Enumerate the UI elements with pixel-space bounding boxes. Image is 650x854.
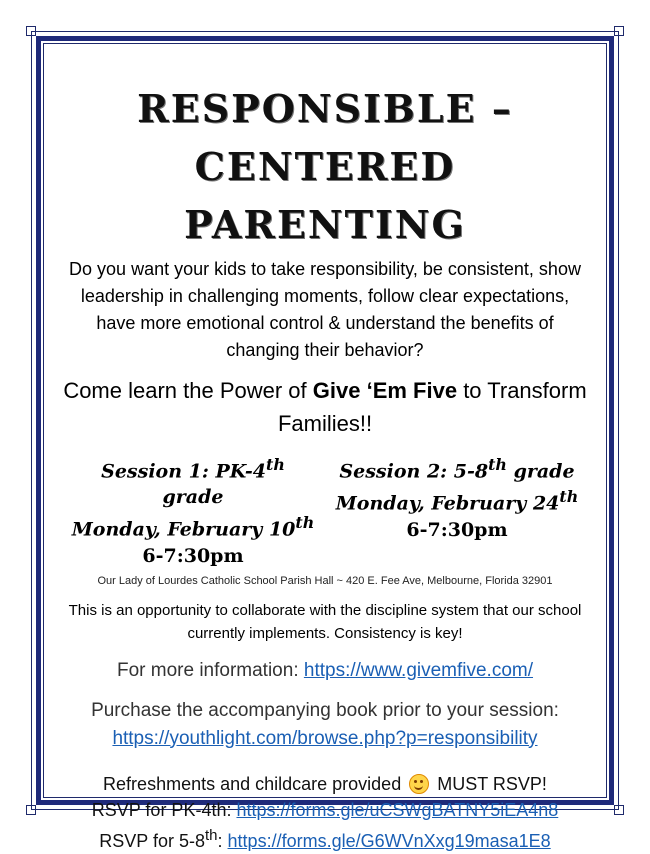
purchase-label: Purchase the accompanying book prior to your session: — [91, 699, 559, 721]
givemfive-link[interactable]: https://www.givemfive.com/ — [303, 659, 534, 681]
colon: : — [217, 830, 228, 851]
sessions — [60, 452, 590, 569]
come-prefix: Come learn the Power of — [63, 378, 313, 403]
session-date: Monday, February 24 — [335, 492, 560, 515]
intro-text: Do you want your kids to take responsibility, be consistent, show leadership in challenging moments, follow clear expectations, have more emotional control & understand the benefits of changing their behavior? — [69, 259, 581, 360]
session-1-title — [68, 452, 318, 510]
youthlight-link[interactable]: https://youthlight.com/browse.php?p=responsibility — [112, 727, 538, 749]
superscript: th — [559, 487, 579, 507]
session-grade-suffix: grade — [506, 460, 575, 483]
venue-address: Our Lady of Lourdes Catholic School Parish Hall ~ 420 E. Fee Ave, Melbourne, Florida 32901 — [97, 574, 553, 587]
superscript: th — [266, 455, 285, 474]
superscript: th — [295, 513, 315, 533]
session-1 — [68, 452, 318, 569]
title-line-2: PARENTING — [184, 202, 466, 247]
session-grade: PK-4 — [215, 460, 267, 483]
flyer-content — [60, 80, 590, 854]
program-name: Give ‘Em Five — [312, 378, 458, 403]
session-label: Session 1: — [101, 460, 216, 483]
refreshments-label: Refreshments and childcare provided — [103, 773, 402, 794]
purchase-book — [60, 697, 590, 753]
superscript: th — [488, 455, 507, 474]
session-2 — [332, 452, 582, 569]
rsvp-5-8-label: RSVP for 5-8 — [99, 830, 206, 851]
rsvp-pk4-label: RSVP for PK-4th: — [91, 799, 237, 820]
refreshments-note — [60, 771, 590, 798]
session-1-date — [68, 510, 318, 542]
come-learn-text — [60, 374, 590, 440]
more-info-label: For more information: — [116, 659, 304, 681]
title-line-1: RESPONSIBLE – CENTERED — [137, 86, 513, 189]
session-2-title — [332, 452, 582, 484]
superscript: th — [205, 826, 218, 844]
rsvp-5-8-link[interactable]: https://forms.gle/G6WVnXxg19masa1E8 — [227, 830, 551, 851]
session-2-date — [332, 484, 582, 516]
rsvp-5-8 — [60, 823, 590, 854]
more-info — [60, 657, 590, 685]
rsvp-pk4-link[interactable]: https://forms.gle/uCSWgBATNY5iEA4n8 — [236, 799, 559, 820]
rsvp-pk4 — [60, 798, 590, 823]
smiley-face-icon — [409, 774, 429, 794]
session-grade: 5-8 — [453, 460, 489, 483]
session-grade-suffix: grade — [162, 486, 224, 509]
session-2-time: 6-7:30pm — [406, 518, 508, 541]
opportunity-text: This is an opportunity to collaborate with the discipline system that our school currently implements. Consistency is key! — [68, 601, 582, 642]
come-suffix: to Transform Families!! — [277, 378, 587, 436]
must-rsvp-label: MUST RSVP! — [437, 773, 547, 794]
session-1-time: 6-7:30pm — [142, 544, 244, 567]
flyer-title — [60, 80, 590, 254]
session-label: Session 2: — [339, 460, 454, 483]
session-date: Monday, February 10 — [71, 518, 296, 541]
